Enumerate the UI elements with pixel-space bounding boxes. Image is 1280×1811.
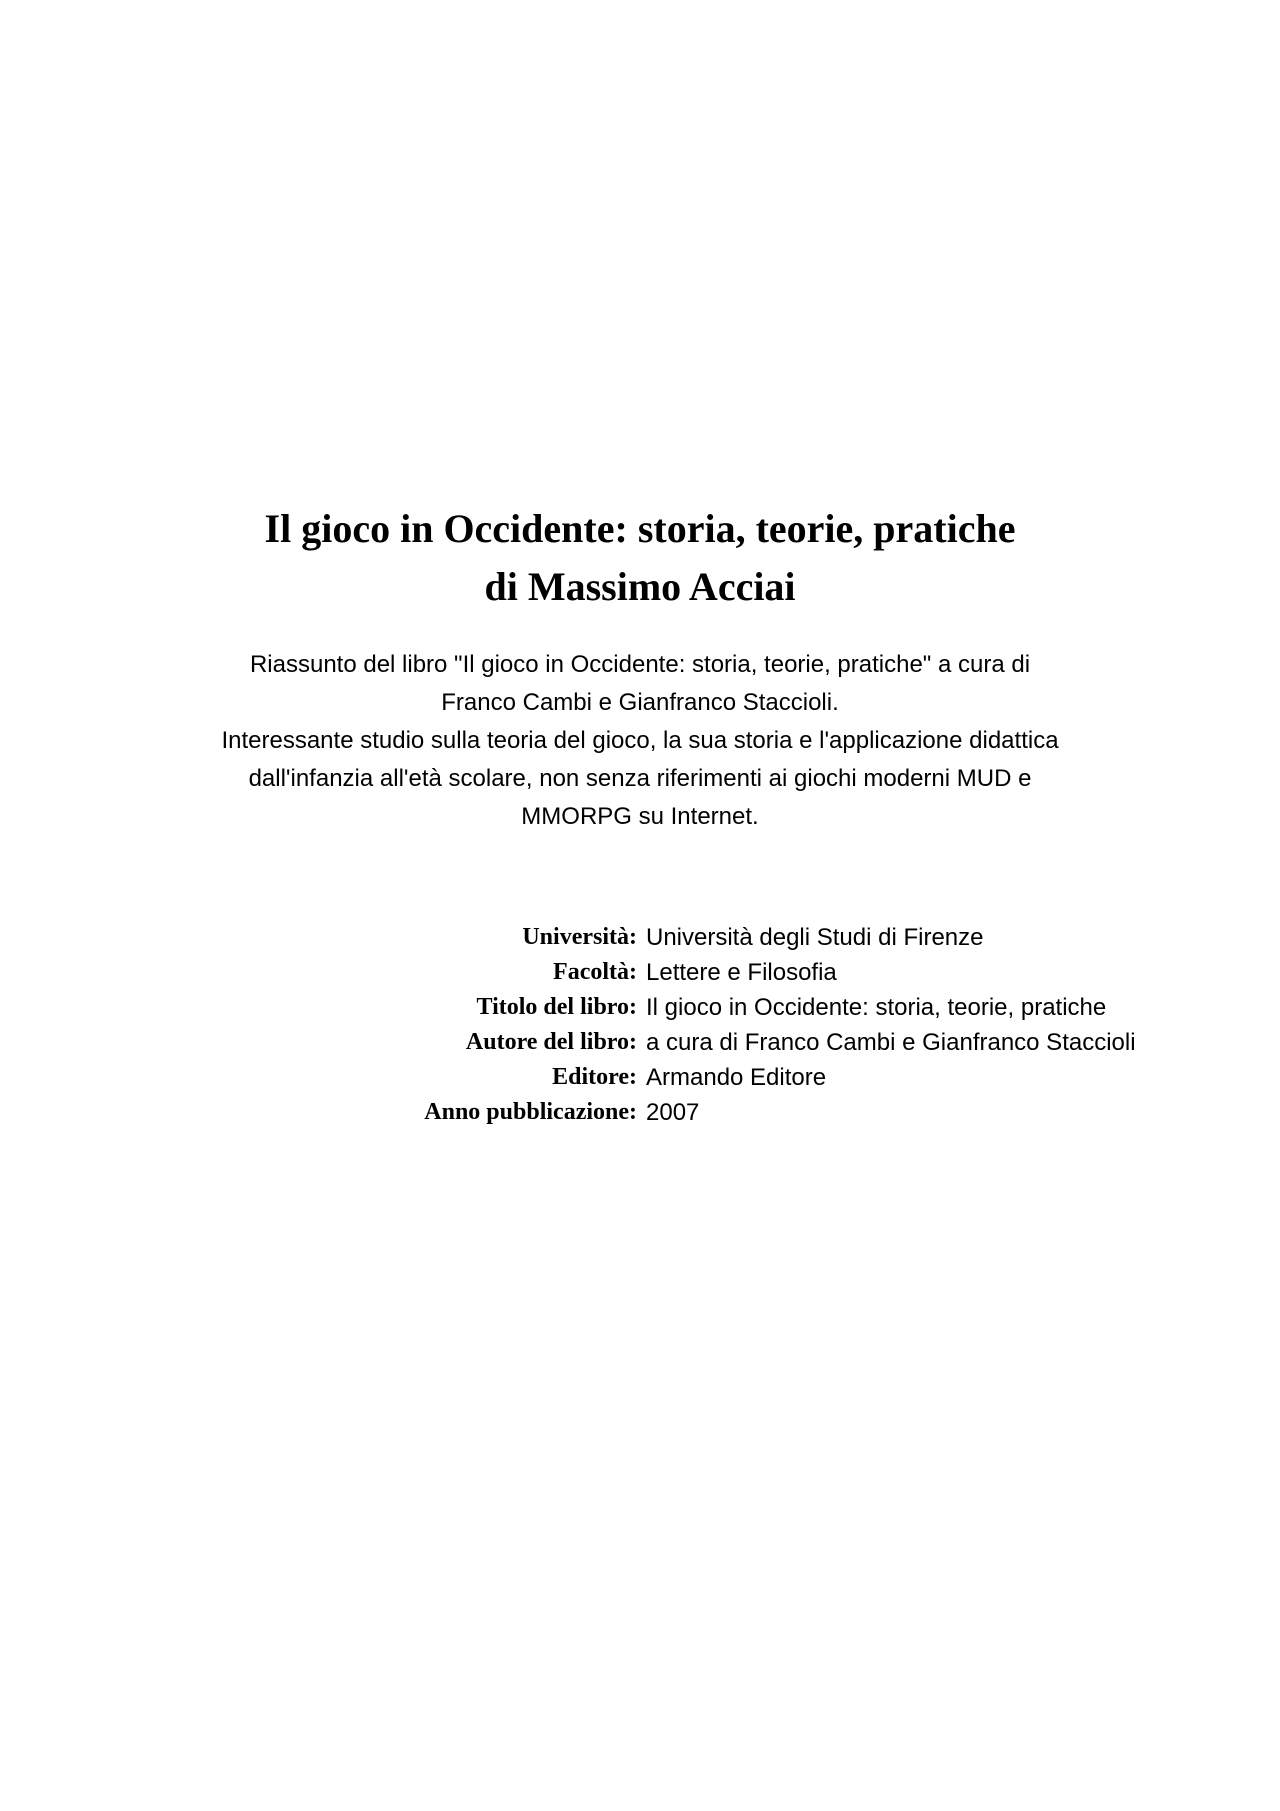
metadata-value: Università degli Studi di Firenze bbox=[646, 924, 984, 951]
metadata-table bbox=[0, 920, 1280, 1130]
metadata-value: Armando Editore bbox=[646, 1064, 827, 1091]
metadata-label: Università: bbox=[522, 924, 637, 950]
summary-paragraph bbox=[140, 646, 1140, 836]
summary-line: MMORPG su Internet. bbox=[521, 803, 759, 830]
summary-line: dall'infanzia all'età scolare, non senza riferimenti ai giochi moderni MUD e bbox=[248, 765, 1032, 792]
metadata-row-editore bbox=[0, 1060, 1280, 1095]
metadata-value: a cura di Franco Cambi e Gianfranco Staccioli bbox=[646, 1029, 1136, 1056]
metadata-label: Facoltà: bbox=[553, 959, 637, 985]
summary-line: Riassunto del libro "Il gioco in Occidente: storia, teorie, pratiche" a cura di bbox=[249, 651, 1031, 678]
summary-line: Interessante studio sulla teoria del gioco, la sua storia e l'applicazione didattica bbox=[221, 727, 1059, 754]
metadata-value: Il gioco in Occidente: storia, teorie, pratiche bbox=[646, 994, 1107, 1021]
metadata-row-facolta bbox=[0, 955, 1280, 990]
document-title bbox=[0, 500, 1280, 616]
metadata-value: Lettere e Filosofia bbox=[646, 959, 837, 986]
metadata-label: Autore del libro: bbox=[465, 1029, 637, 1055]
metadata-row-autore bbox=[0, 1025, 1280, 1060]
title-line-2: di Massimo Acciai bbox=[484, 564, 796, 609]
metadata-row-titolo bbox=[0, 990, 1280, 1025]
title-line-1: Il gioco in Occidente: storia, teorie, pratiche bbox=[264, 506, 1016, 551]
metadata-row-universita bbox=[0, 920, 1280, 955]
metadata-row-anno bbox=[0, 1095, 1280, 1130]
metadata-value: 2007 bbox=[646, 1099, 700, 1126]
metadata-label: Anno pubblicazione: bbox=[424, 1099, 637, 1125]
metadata-label: Editore: bbox=[552, 1064, 637, 1090]
summary-line: Franco Cambi e Gianfranco Staccioli. bbox=[441, 689, 839, 716]
metadata-label: Titolo del libro: bbox=[476, 994, 637, 1020]
